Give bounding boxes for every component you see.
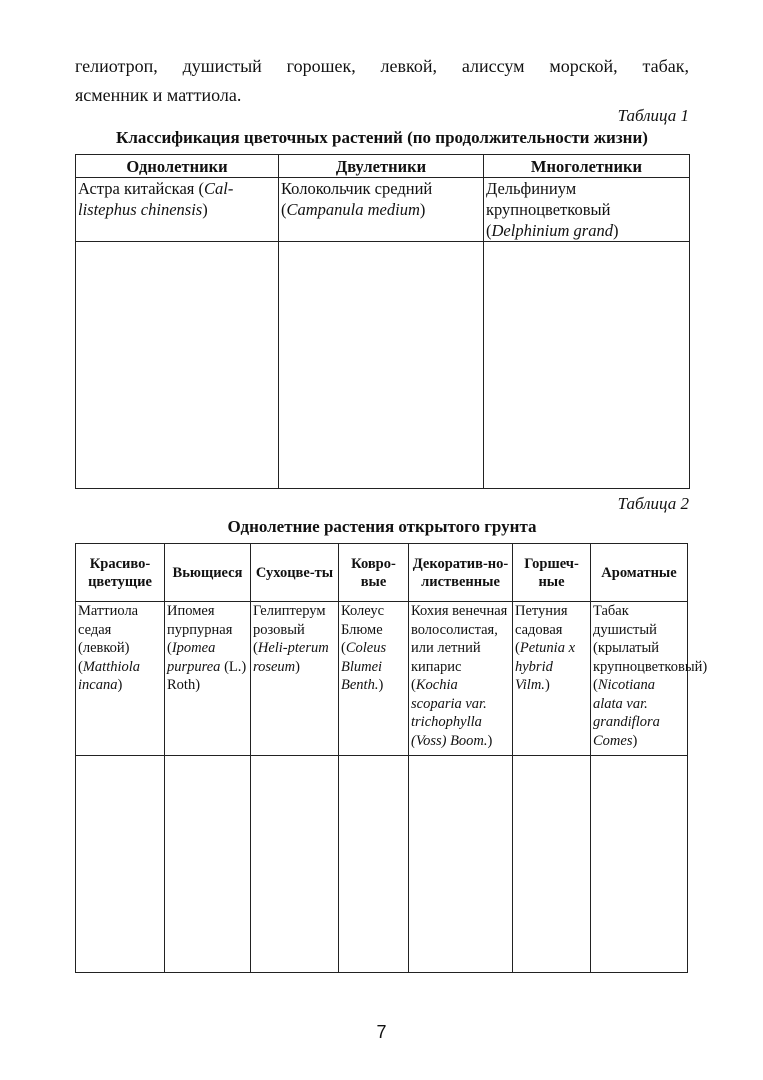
table-cell: Гелиптерум розовый (Heli-pterum roseum) — [251, 602, 339, 756]
table-header-row — [76, 544, 688, 602]
column-header: Сухоцве-ты — [251, 544, 339, 602]
table-cell: Ипомея пурпурная (Ipomea purpurea (L.) Roth) — [165, 602, 251, 756]
intro-paragraph — [75, 52, 689, 110]
empty-cell — [339, 756, 409, 973]
column-header: Ковро-вые — [339, 544, 409, 602]
table-header-row — [76, 155, 690, 178]
table-cell: Петуния садовая (Petunia x hybrid Vilm.) — [513, 602, 591, 756]
table-cell: Колокольчик средний (Campanula medium) — [279, 178, 484, 242]
table-cell: Маттиола седая (левкой) (Matthiola incana) — [76, 602, 165, 756]
empty-cell — [591, 756, 688, 973]
column-header: Красиво-цветущие — [76, 544, 165, 602]
empty-cell — [484, 242, 690, 489]
column-header: Декоратив-но-лиственные — [409, 544, 513, 602]
table2-title: Однолетние растения открытого грунта — [227, 517, 537, 536]
column-header: Горшеч-ные — [513, 544, 591, 602]
empty-cell — [251, 756, 339, 973]
table-row-empty — [76, 242, 690, 489]
column-header: Однолетники — [76, 155, 279, 178]
table-row — [76, 178, 690, 242]
table-cell: Кохия венечная волосолистая, или летний кипарис (Kochia scoparia var. trichophylla (Voss) Boom.) — [409, 602, 513, 756]
table1-title: Классификация цветочных растений (по продолжительности жизни) — [116, 128, 648, 147]
empty-cell — [513, 756, 591, 973]
intro-line: гелиотроп, душистый горошек, левкой, алиссум морской, табак, — [75, 56, 689, 76]
table-cell: Табак душистый (крылатый крупноцветковый) (Nicotiana alata var. grandiflora Comes) — [591, 602, 688, 756]
empty-cell — [409, 756, 513, 973]
table-cell: Астра китайская (Cal-listephus chinensis) — [76, 178, 279, 242]
table-row-empty — [76, 756, 688, 973]
table-lifespan-classification — [75, 154, 690, 489]
column-header: Двулетники — [279, 155, 484, 178]
empty-cell — [165, 756, 251, 973]
table2-label: Таблица 2 — [617, 494, 689, 513]
table-row — [76, 602, 688, 756]
page-number: 7 — [376, 1022, 387, 1042]
table-annual-plants — [75, 543, 708, 973]
empty-cell — [76, 756, 165, 973]
intro-line: ясменник и маттиола. — [75, 85, 242, 105]
empty-cell — [279, 242, 484, 489]
column-header: Ароматные — [591, 544, 688, 602]
table-cell: Дельфиниум крупноцветковый (Delphinium grand) — [484, 178, 690, 242]
column-header: Многолетники — [484, 155, 690, 178]
table-cell: Колеус Блюме (Coleus Blumei Benth.) — [339, 602, 409, 756]
empty-cell — [76, 242, 279, 489]
column-header: Вьющиеся — [165, 544, 251, 602]
table1-label: Таблица 1 — [617, 106, 689, 125]
